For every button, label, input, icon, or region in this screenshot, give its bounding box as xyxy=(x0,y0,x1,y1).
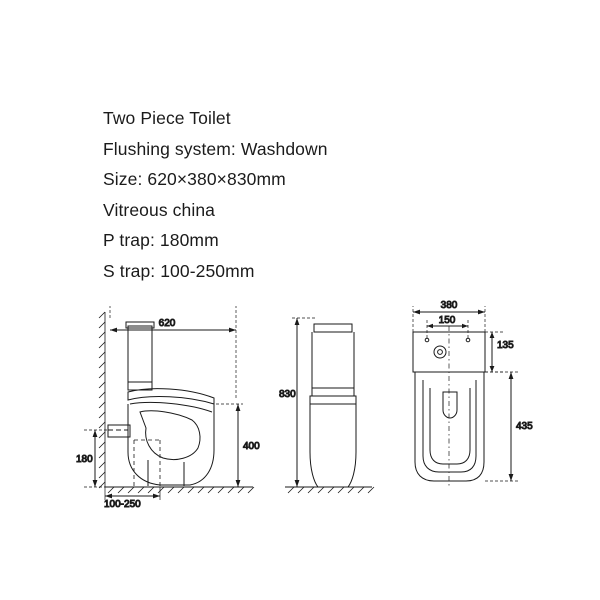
plan-flush-outlet xyxy=(443,392,457,418)
seat-lid-outline xyxy=(128,389,214,404)
plan-flush-button xyxy=(434,346,446,358)
bowl-inner-profile xyxy=(140,411,200,460)
dimension-620-label: 620 xyxy=(158,318,176,329)
floor-hatching xyxy=(108,487,254,493)
front-bowl-pedestal xyxy=(310,396,356,487)
dimension-150-label: 150 xyxy=(438,315,456,326)
spec-line-flushing-system: Flushing system: Washdown xyxy=(103,138,328,159)
plan-bolt-hole-right xyxy=(466,338,470,342)
front-cistern-lid xyxy=(314,324,352,332)
dimension-150 xyxy=(427,315,468,338)
spec-line-title: Two Piece Toilet xyxy=(103,108,231,128)
spec-line-size: Size: 620×380×830mm xyxy=(103,169,286,189)
plan-bolt-hole-left xyxy=(425,338,429,342)
dimension-620 xyxy=(110,306,236,398)
cistern-lid xyxy=(126,322,154,328)
dimension-400 xyxy=(216,404,260,487)
wall-hatching xyxy=(99,312,105,488)
dimension-435-label: 435 xyxy=(516,421,533,432)
side-elevation-group xyxy=(76,306,260,510)
s-trap-centerlines xyxy=(134,440,160,486)
dimension-180-label: 180 xyxy=(76,454,93,465)
spec-line-p-trap: P trap: 180mm xyxy=(103,230,219,250)
dimension-100-250 xyxy=(104,487,160,510)
dimension-380-label: 380 xyxy=(440,300,458,311)
spec-line-s-trap: S trap: 100-250mm xyxy=(103,260,255,281)
front-elevation-group xyxy=(279,318,374,493)
dimension-135 xyxy=(485,332,514,372)
dimension-135-label: 135 xyxy=(497,340,514,351)
top-plan-group xyxy=(413,300,533,488)
dimension-435 xyxy=(485,372,533,481)
front-cistern-body xyxy=(312,332,354,396)
spec-line-material: Vitreous china xyxy=(103,199,215,220)
cistern-outline xyxy=(128,326,152,390)
front-floor-hatching xyxy=(288,487,374,493)
plan-flush-button-inner xyxy=(438,350,443,355)
dimension-830-label: 830 xyxy=(279,389,296,400)
bowl-outline xyxy=(128,404,214,485)
seat-ring xyxy=(130,402,212,412)
dimension-400-label: 400 xyxy=(243,441,260,452)
plan-bowl-inner xyxy=(430,388,470,464)
dimension-100-250-label: 100-250 xyxy=(104,499,141,510)
p-trap-outlet xyxy=(108,425,130,437)
dimension-180 xyxy=(76,430,112,487)
